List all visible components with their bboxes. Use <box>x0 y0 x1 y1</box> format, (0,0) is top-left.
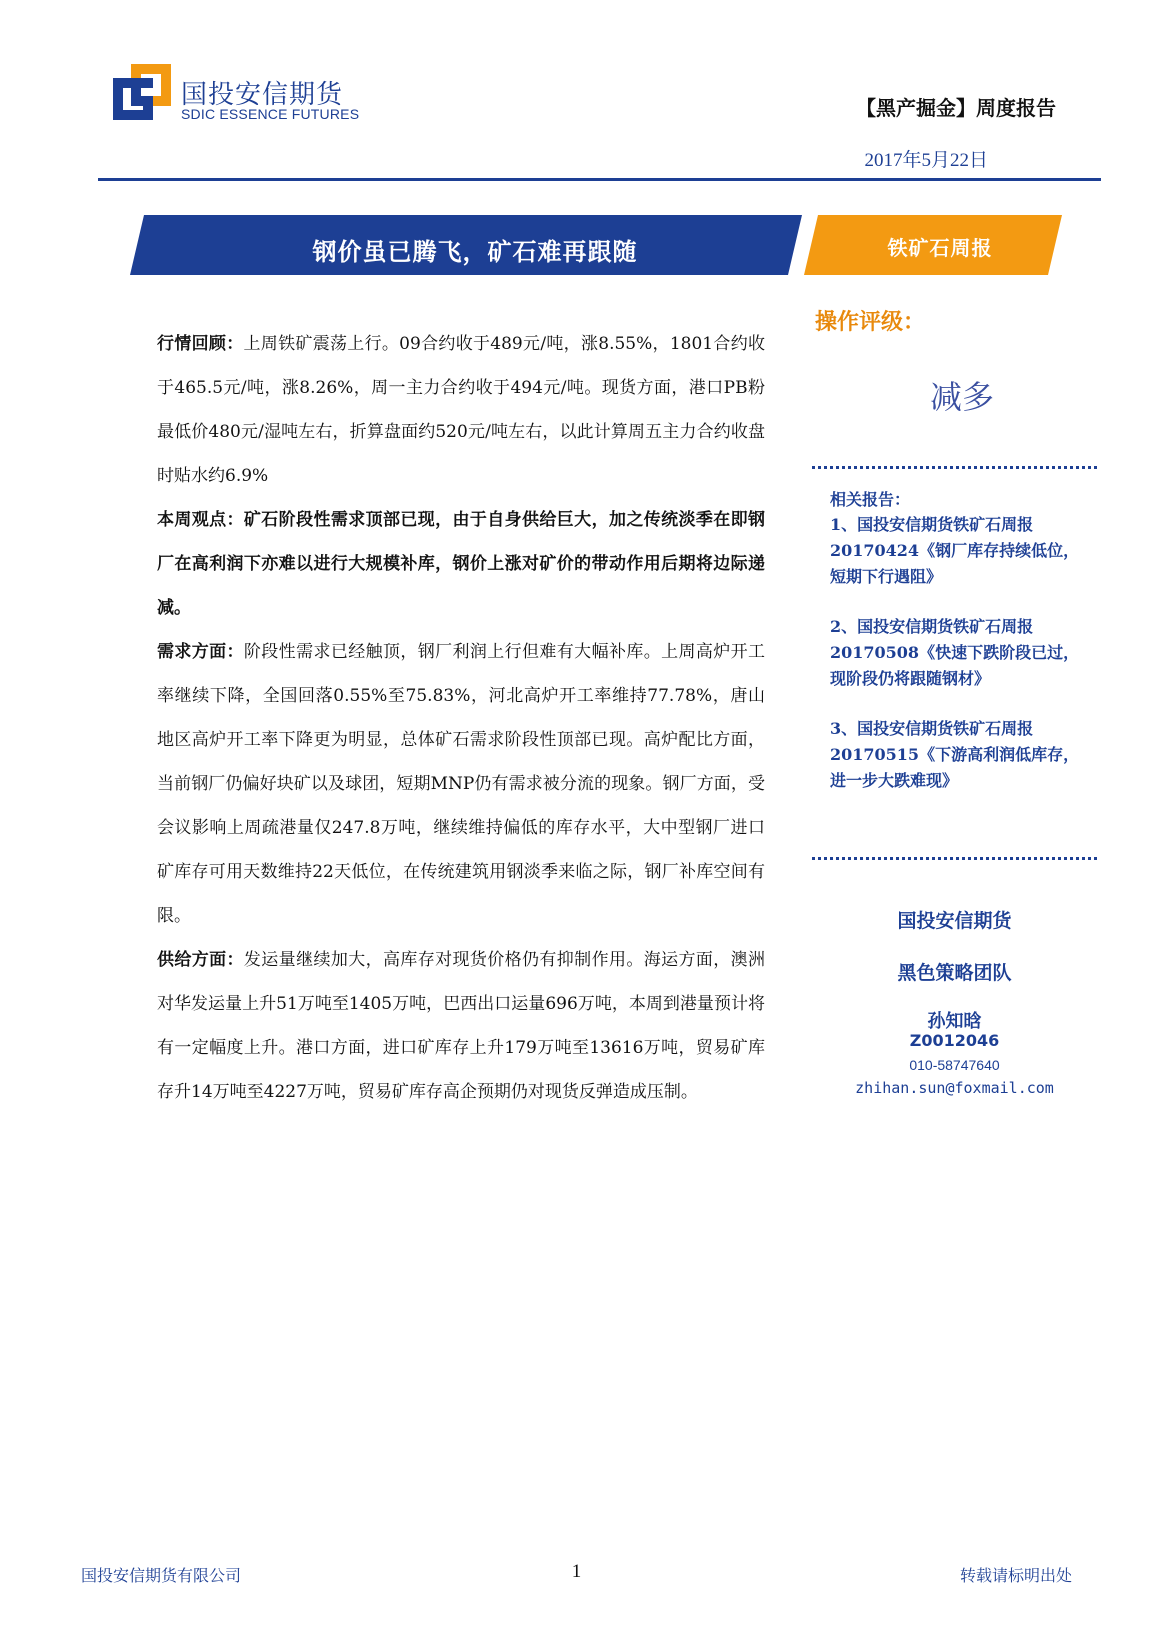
report-body <box>157 322 765 1114</box>
related-report-line: 1、国投安信期货铁矿石周报 <box>830 515 1034 534</box>
report-date: 2017年5月22日 <box>864 150 988 171</box>
logo-text-cn: 国投安信期货 <box>181 80 344 110</box>
related-report-line: 20170424《钢厂库存持续低位， <box>830 541 1080 560</box>
paragraph-text: 阶段性需求已经触顶，钢厂利润上行但难有大幅补库。上周高炉开工率继续下降，全国回落0.55%至75.83%，河北高炉开工率维持77.78%，唐山地区高炉开工率下降更为明显，总体矿石需求阶段性顶部已现。高炉配比方面，当前钢厂仍偏好块矿以及球团，短期MNP仍有需求被分流的现象。钢厂方面，受会议影响上周疏港量仅247.8万吨，继续维持偏低的库存水平，大中型钢厂进口矿库存可用天数维持22天低位，在传统建筑用钢淡季来临之际，钢厂补库空间有限。 <box>157 642 766 926</box>
footer-notice: 转载请标明出处 <box>959 1566 1072 1585</box>
header-rule <box>98 178 1101 181</box>
related-report-line: 进一步大跌难现》 <box>830 771 959 790</box>
rating-label: 操作评级： <box>815 310 926 335</box>
analyst-phone: 010-58747640 <box>909 1057 1000 1073</box>
paragraph-label: 本周观点： <box>157 510 244 530</box>
related-report-item[interactable] <box>830 512 1100 590</box>
logo-text-en: SDIC ESSENCE FUTURES <box>181 106 360 122</box>
paragraph-label: 需求方面： <box>157 642 244 662</box>
rating-value: 减多 <box>929 378 994 416</box>
paragraph-text: 发运量继续加大，高库存对现货价格仍有抑制作用。海运方面，澳洲对华发运量上升51万吨至1405万吨，巴西出口运量696万吨，本周到港量预计将有一定幅度上升。港口方面，进口矿库存上升179万吨至13616万吨，贸易矿库存升14万吨至4227万吨，贸易矿库存高企预期仍对现货反弹造成压制。 <box>157 950 766 1102</box>
author-team: 黑色策略团队 <box>897 962 1012 984</box>
paragraph-label: 供给方面： <box>157 950 244 970</box>
related-report-line: 3、国投安信期货铁矿石周报 <box>830 719 1034 738</box>
paragraph-weekly-view <box>157 498 765 630</box>
report-category-tag: 铁矿石周报 <box>887 236 993 260</box>
footer-company: 国投安信期货有限公司 <box>81 1566 242 1585</box>
related-report-line: 短期下行遇阻》 <box>830 567 943 586</box>
paragraph-supply <box>157 938 765 1114</box>
analyst-cert-number: Z0012046 <box>909 1031 1000 1050</box>
related-report-line: 20170508《快速下跌阶段已过， <box>830 643 1080 662</box>
paragraph-market-review <box>157 322 765 498</box>
report-title: 钢价虽已腾飞，矿石难再跟随 <box>312 237 638 266</box>
related-report-line: 现阶段仍将跟随钢材》 <box>830 669 991 688</box>
author-company: 国投安信期货 <box>897 910 1012 932</box>
report-series: 【黑产掘金】周度报告 <box>856 96 1056 120</box>
related-report-line: 2、国投安信期货铁矿石周报 <box>830 617 1034 636</box>
company-logo-icon <box>113 64 171 120</box>
related-reports-title: 相关报告： <box>830 490 911 509</box>
related-report-line: 20170515《下游高利润低库存， <box>830 745 1080 764</box>
paragraph-text: 矿石阶段性需求顶部已现，由于自身供给巨大，加之传统淡季在即钢厂在高利润下亦难以进行大规模补库，钢价上涨对矿价的带动作用后期将边际递减。 <box>157 510 766 618</box>
analyst-email[interactable]: zhihan.sun@foxmail.com <box>855 1079 1054 1097</box>
related-report-item[interactable] <box>830 614 1100 692</box>
paragraph-text: 上周铁矿震荡上行。09合约收于489元/吨，涨8.55%，1801合约收于465.5元/吨，涨8.26%，周一主力合约收于494元/吨。现货方面，港口PB粉最低价480元/湿吨左右，折算盘面约520元/吨左右，以此计算周五主力合约收盘时贴水约6.9% <box>157 334 766 486</box>
related-report-item[interactable] <box>830 716 1100 794</box>
paragraph-label: 行情回顾： <box>157 334 244 354</box>
page-number: 1 <box>571 1561 582 1582</box>
dotted-divider <box>812 466 1097 469</box>
paragraph-demand <box>157 630 765 938</box>
analyst-name: 孙知晗 <box>927 1011 982 1032</box>
dotted-divider <box>812 857 1097 860</box>
